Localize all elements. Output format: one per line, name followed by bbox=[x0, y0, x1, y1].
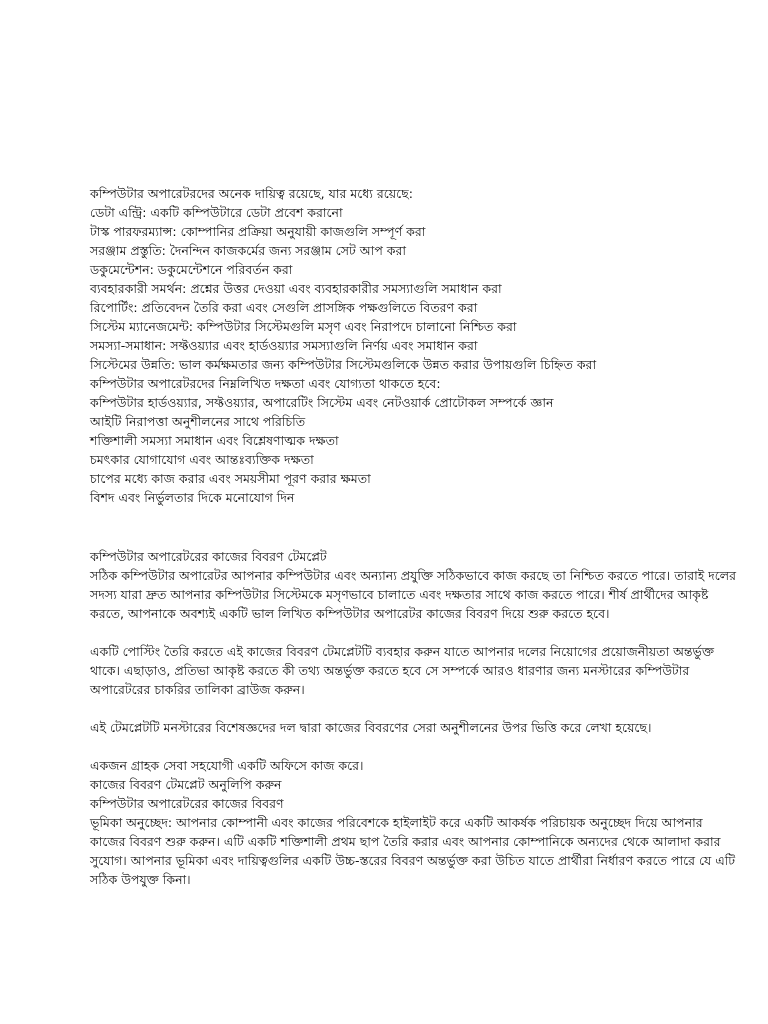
skill-item: কম্পিউটার হার্ডওয়্যার, সফ্টওয়্যার, অপারেটিং সিস্টেম এবং নেটওয়ার্ক প্রোটোকল সম্পর্কে জ্ঞান bbox=[90, 395, 554, 410]
duty-item: ডেটা এন্ট্রি: একটি কম্পিউটারে ডেটা প্রবেশ করানো bbox=[90, 205, 343, 220]
paragraph-spacer bbox=[90, 737, 740, 756]
paragraph-spacer bbox=[90, 699, 740, 718]
duties-intro: কম্পিউটার অপারেটরদের অনেক দায়িত্ব রয়েছে, যার মধ্যে রয়েছে: bbox=[90, 186, 413, 201]
intro-paragraph: সঠিক কম্পিউটার অপারেটর আপনার কম্পিউটার এবং অন্যান্য প্রযুক্তি সঠিকভাবে কাজ করছে তা নিশ্চিত করতে পারে। তারাই দলের সদস্য যারা দ্রুত আপনার কম্পিউটার সিস্টেমকে মসৃণভাবে চালাতে এবং দক্ষতার সাথে কাজ করতে পারে। শীর্ষ প্রার্থীদের আকৃষ্ট করতে, আপনাকে অবশ্যই একটি ভাল লিখিত কম্পিউটার অপারেটর কাজের বিবরণ দিয়ে শুরু করতে হবে। bbox=[90, 568, 736, 621]
duty-item: ডকুমেন্টেশন: ডকুমেন্টেশনে পরিবর্তন করা bbox=[90, 262, 293, 277]
skill-item: চমৎকার যোগাযোগ এবং আন্তঃব্যক্তিক দক্ষতা bbox=[90, 452, 314, 467]
duty-item: সমস্যা-সমাধান: সফ্টওয়্যার এবং হার্ডওয়্যার সমস্যাগুলি নির্ণয় এবং সমাধান করা bbox=[90, 338, 478, 353]
duty-item: টাস্ক পারফরম্যান্স: কোম্পানির প্রক্রিয়া অনুযায়ী কাজগুলি সম্পূর্ণ করা bbox=[90, 224, 426, 239]
paragraph-spacer bbox=[90, 623, 740, 642]
role-intro-paragraph: ভূমিকা অনুচ্ছেদ: আপনার কোম্পানী এবং কাজের পরিবেশকে হাইলাইট করে একটি আকর্ষক পরিচায়ক অনুচ্ছেদ দিয়ে আপনার কাজের বিবরণ শুরু করুন। এটি একটি শক্তিশালী প্রথম ছাপ তৈরি করার এবং আপনার কোম্পানিকে অন্যদের থেকে আলাদা করার সুযোগ। আপনার ভূমিকা এবং দায়িত্বগুলির একটি উচ্চ-স্তরের বিবরণ অন্তর্ভুক্ত করা উচিত যাতে প্রার্থীরা নির্ধারণ করতে পারে যে এটি সঠিক উপযুক্ত কিনা। bbox=[90, 815, 736, 887]
skills-intro: কম্পিউটার অপারেটরদের নিম্নলিখিত দক্ষতা এবং যোগ্যতা থাকতে হবে: bbox=[90, 376, 441, 391]
skill-item: চাপের মধ্যে কাজ করার এবং সময়সীমা পূরণ করার ক্ষমতা bbox=[90, 471, 371, 486]
usage-paragraph: একটি পোস্টিং তৈরি করতে এই কাজের বিবরণ টেমপ্লেটটি ব্যবহার করুন যাতে আপনার দলের নিয়োগের প্রয়োজনীয়তা অন্তর্ভুক্ত থাকে। এছাড়াও, প্রতিভা আকৃষ্ট করতে কী তথ্য অন্তর্ভুক্ত করতে হবে সে সম্পর্কে আরও ধারণার জন্য মনস্টারের কম্পিউটার অপারেটরের চাকরির তালিকা ব্রাউজ করুন। bbox=[90, 644, 715, 697]
skill-item: বিশদ এবং নির্ভুলতার দিকে মনোযোগ দিন bbox=[90, 490, 295, 505]
duty-item: সরঞ্জাম প্রস্তুতি: দৈনন্দিন কাজকর্মের জন্য সরঞ্জাম সেট আপ করা bbox=[90, 243, 407, 258]
duty-item: রিপোর্টিং: প্রতিবেদন তৈরি করা এবং সেগুলি প্রাসঙ্গিক পক্ষগুলিতে বিতরণ করা bbox=[90, 300, 478, 315]
job-description-title: কম্পিউটার অপারেটরের কাজের বিবরণ bbox=[90, 796, 284, 811]
document-body bbox=[90, 184, 740, 889]
duty-item: সিস্টেম ম্যানেজমেন্ট: কম্পিউটার সিস্টেমগুলি মসৃণ এবং নিরাপদে চালানো নিশ্চিত করা bbox=[90, 319, 517, 334]
template-heading: কম্পিউটার অপারেটরের কাজের বিবরণ টেমপ্লেট bbox=[90, 549, 327, 564]
duty-item: ব্যবহারকারী সমর্থন: প্রশ্নের উত্তর দেওয়া এবং ব্যবহারকারীর সমস্যাগুলি সমাধান করা bbox=[90, 281, 502, 296]
skill-item: শক্তিশালী সমস্যা সমাধান এবং বিশ্লেষণাত্মক দক্ষতা bbox=[90, 433, 339, 448]
duty-item: সিস্টেমের উন্নতি: ভাল কর্মক্ষমতার জন্য কম্পিউটার সিস্টেমগুলিকে উন্নত করার উপায়গুলি চিহ্নিত করা bbox=[90, 357, 597, 372]
copy-template-line: কাজের বিবরণ টেমপ্লেট অনুলিপি করুন bbox=[90, 777, 282, 792]
expert-paragraph: এই টেমপ্লেটটি মনস্টারের বিশেষজ্ঞদের দল দ্বারা কাজের বিবরণের সেরা অনুশীলনের উপর ভিত্তি করে লেখা হয়েছে। bbox=[90, 720, 652, 735]
image-caption-line: একজন গ্রাহক সেবা সহযোগী একটি অফিসে কাজ করে। bbox=[90, 758, 364, 773]
skill-item: আইটি নিরাপত্তা অনুশীলনের সাথে পরিচিতি bbox=[90, 414, 306, 429]
section-spacer bbox=[90, 507, 740, 547]
